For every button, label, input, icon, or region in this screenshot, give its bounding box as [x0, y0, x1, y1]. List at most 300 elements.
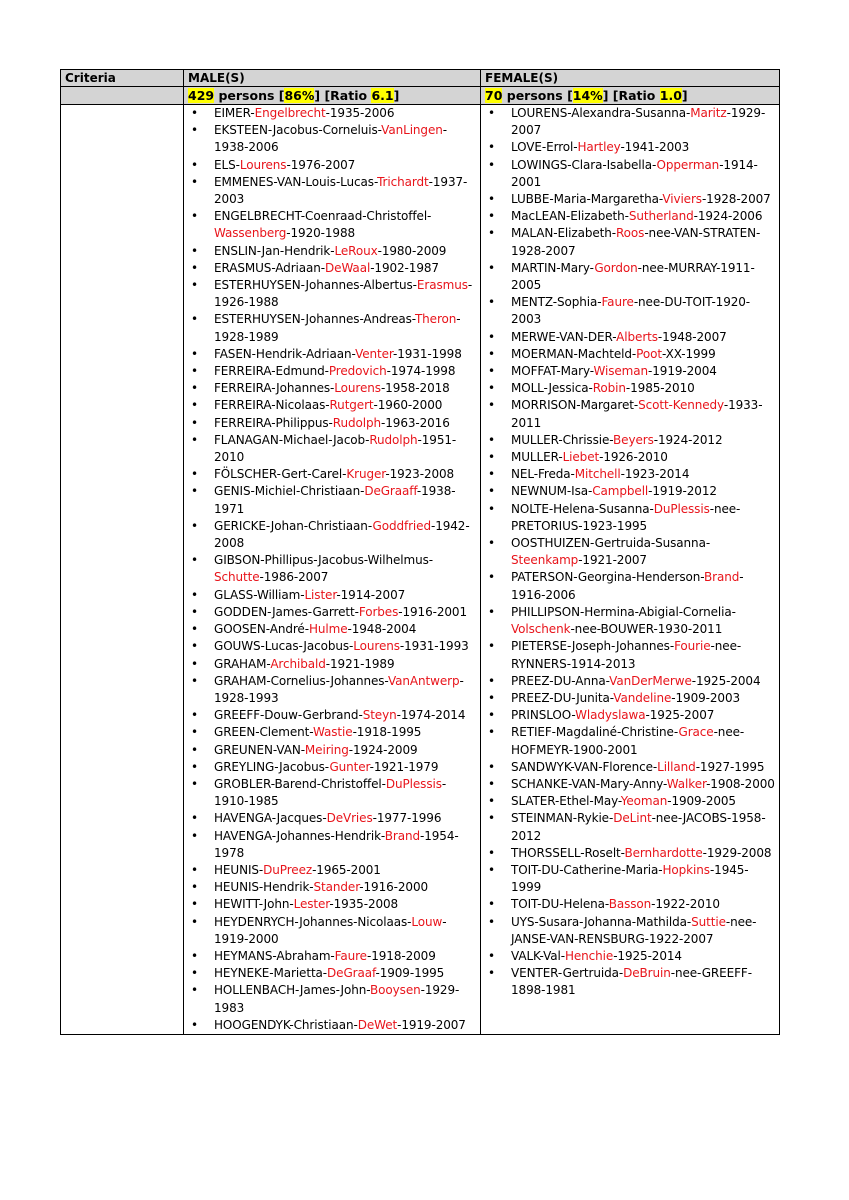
person-highlighted-surname: Walker [666, 776, 707, 791]
person-dates: -1933-2011 [511, 398, 763, 430]
person-highlighted-surname: Suttie [691, 914, 726, 929]
female-list-item [485, 105, 775, 139]
person-name-prefix: HEWITT-John- [214, 897, 294, 912]
person-name-prefix: MULLER-Chrissie- [511, 432, 614, 447]
person-name-prefix: LOURENS-Alexandra-Susanna- [511, 106, 691, 120]
person-highlighted-surname: Scott-Kennedy [638, 398, 724, 413]
person-highlighted-surname: Grace [678, 725, 714, 740]
male-list-item [188, 810, 476, 827]
male-list-item [188, 380, 476, 397]
criteria-table [60, 69, 780, 1035]
person-highlighted-surname: Gunter [329, 759, 370, 774]
female-names-cell [481, 105, 780, 1035]
female-list-item [485, 260, 775, 294]
person-name-prefix: VENTER-Gertruida- [511, 966, 624, 981]
person-dates: -1963-2016 [381, 415, 450, 430]
person-name-prefix: FASEN-Hendrik-Adriaan- [214, 346, 356, 361]
person-highlighted-surname: DuPlessis [385, 776, 442, 791]
person-dates: -1921-2007 [578, 553, 647, 568]
person-highlighted-surname: Kruger [346, 467, 386, 482]
person-highlighted-surname: Henchie [564, 948, 614, 963]
person-highlighted-surname: DeBruin [623, 966, 671, 981]
male-list-item [188, 277, 476, 311]
person-highlighted-surname: DeWet [357, 1017, 398, 1032]
person-dates: -1909-1995 [375, 966, 445, 981]
person-dates: -1928-1989 [214, 312, 461, 344]
male-list-item [188, 157, 476, 174]
female-ratio-label: ] [Ratio [602, 88, 660, 103]
person-highlighted-surname: Beyers [613, 432, 654, 447]
male-list-item [188, 466, 476, 483]
person-highlighted-surname: Fourie [674, 639, 711, 654]
person-highlighted-surname: Engelbrecht [254, 106, 326, 120]
female-list-item [485, 793, 775, 810]
person-dates: -1935-2006 [325, 106, 395, 120]
person-dates: -1931-1998 [392, 346, 462, 361]
person-name-prefix: HEYNEKE-Marietta- [214, 966, 328, 981]
person-highlighted-surname: VanDerMerwe [609, 673, 692, 688]
female-list-item [485, 673, 775, 690]
male-list-item [188, 982, 476, 1016]
person-dates: -1924-2012 [653, 432, 723, 447]
person-dates: -1937-2003 [214, 174, 468, 207]
male-names-list [188, 105, 476, 1034]
female-list-item [485, 896, 775, 913]
person-name-prefix: OOSTHUIZEN-Gertruida-Susanna- [511, 536, 711, 551]
male-list-item [188, 776, 476, 810]
person-name-prefix: MacLEAN-Elizabeth- [511, 209, 629, 224]
person-dates: -1954-1978 [214, 828, 459, 860]
female-list-item [485, 501, 775, 535]
female-persons-label: persons [ [502, 88, 573, 103]
person-highlighted-surname: VanAntwerp [387, 673, 460, 688]
person-dates: -1929-2007 [511, 106, 766, 138]
person-name-prefix: GOUWS-Lucas-Jacobus- [214, 639, 354, 654]
person-highlighted-surname: Forbes [358, 604, 399, 619]
female-list-item [485, 466, 775, 483]
male-count: 429 [188, 88, 215, 103]
person-dates: -1980-2009 [377, 243, 447, 258]
person-name-prefix: GODDEN-James-Garrett- [214, 604, 359, 619]
person-dates: -1918-1995 [352, 725, 422, 740]
person-highlighted-surname: Volschenk [511, 622, 571, 637]
female-list-item [485, 724, 775, 758]
male-list-item [188, 948, 476, 965]
person-dates: -nee-JACOBS-1958-2012 [511, 811, 766, 843]
person-dates: -1916-2001 [398, 604, 467, 619]
person-name-prefix: NEWNUM-Isa- [511, 484, 593, 499]
person-name-prefix: GLASS-William- [214, 587, 305, 602]
person-name-prefix: FERREIRA-Philippus- [214, 415, 333, 430]
person-highlighted-surname: Liebet [562, 450, 600, 465]
person-dates: -nee-BOUWER-1930-2011 [570, 622, 723, 637]
person-name-prefix: FERREIRA-Johannes- [214, 381, 335, 396]
female-list-item [485, 862, 775, 896]
person-dates: -1919-2007 [397, 1017, 466, 1032]
person-highlighted-surname: Hulme [308, 622, 348, 637]
female-list-item [485, 329, 775, 346]
male-list-item [188, 483, 476, 517]
person-highlighted-surname: Goddfried [372, 518, 431, 533]
person-highlighted-surname: Venter [355, 346, 393, 361]
male-list-item [188, 724, 476, 741]
female-list-item [485, 139, 775, 156]
person-name-prefix: FÖLSCHER-Gert-Carel- [214, 467, 347, 482]
person-dates: -1920-1988 [286, 226, 356, 241]
person-dates: -1928-1993 [214, 673, 464, 705]
person-name-prefix: HEYDENRYCH-Johannes-Nicolaas- [214, 914, 412, 929]
person-highlighted-surname: Rutgert [329, 398, 374, 413]
person-highlighted-surname: Steyn [362, 708, 397, 723]
person-highlighted-surname: Erasmus [416, 278, 468, 293]
person-highlighted-surname: Lester [293, 897, 330, 912]
female-list-item [485, 948, 775, 965]
criteria-cell [61, 105, 184, 1035]
male-persons-label: persons [ [214, 88, 285, 103]
male-list-item [188, 105, 476, 122]
male-list-item [188, 759, 476, 776]
female-list-item [485, 483, 775, 500]
person-name-prefix: GREEFF-Douw-Gerbrand- [214, 708, 363, 723]
person-name-prefix: PIETERSE-Joseph-Johannes- [511, 639, 675, 654]
person-dates: -1927-1995 [695, 759, 765, 774]
person-highlighted-surname: DeVries [326, 811, 373, 826]
female-list-item [485, 638, 775, 672]
person-highlighted-surname: Vandeline [613, 690, 672, 705]
male-list-item [188, 346, 476, 363]
person-name-prefix: LUBBE-Maria-Margaretha- [511, 192, 663, 207]
female-list-item [485, 965, 775, 999]
person-name-prefix: MARTIN-Mary- [511, 260, 595, 275]
person-dates: -1929-1983 [214, 983, 460, 1015]
person-dates: -nee-JANSE-VAN-RENSBURG-1922-2007 [511, 914, 757, 946]
person-dates: -nee-VAN-STRATEN-1928-2007 [511, 226, 761, 258]
person-dates: -1921-1989 [325, 656, 395, 671]
male-ratio-label: ] [Ratio [314, 88, 372, 103]
person-highlighted-surname: Poot [636, 346, 662, 361]
person-name-prefix: STEINMAN-Rykie- [511, 811, 614, 826]
female-list-item [485, 810, 775, 844]
person-highlighted-surname: Brand [704, 570, 740, 585]
person-dates: -1948-2004 [347, 622, 417, 637]
male-list-item [188, 707, 476, 724]
person-dates: -1929-2008 [702, 845, 772, 860]
person-dates: -nee-HOFMEYR-1900-2001 [511, 725, 745, 757]
person-name-prefix: RETIEF-Magdaliné-Christine- [511, 725, 679, 740]
person-name-prefix: EMMENES-VAN-Louis-Lucas- [214, 174, 378, 189]
male-list-item [188, 879, 476, 896]
person-dates: -nee-GREEFF-1898-1981 [511, 966, 752, 998]
person-name-prefix: MERWE-VAN-DER- [511, 329, 617, 344]
person-dates: -1926-2010 [599, 450, 668, 465]
female-ratio: 1.0 [659, 88, 682, 103]
person-dates: -nee-MURRAY-1911-2005 [511, 260, 755, 293]
male-list-item [188, 260, 476, 277]
person-highlighted-surname: Schutte [214, 570, 260, 585]
person-dates: -1910-1985 [214, 776, 447, 809]
person-name-prefix: MOLL-Jessica- [511, 381, 593, 396]
person-highlighted-surname: Viviers [662, 192, 702, 207]
person-dates: -1951-2010 [214, 432, 457, 465]
person-highlighted-surname: Bernhardotte [624, 845, 703, 860]
person-highlighted-surname: Mitchell [574, 467, 621, 482]
person-dates: -1925-2004 [691, 673, 761, 688]
person-name-prefix: GIBSON-Phillipus-Jacobus-Wilhelmus- [214, 553, 433, 568]
male-list-item [188, 552, 476, 586]
person-dates: -1908-2000 [706, 776, 775, 791]
person-highlighted-surname: Hopkins [662, 862, 710, 877]
person-dates: -1923-2014 [620, 467, 690, 482]
person-name-prefix: SLATER-Ethel-May- [511, 794, 621, 809]
person-dates: -1938-2006 [214, 123, 447, 155]
male-list-item [188, 397, 476, 414]
person-dates: -1925-2014 [613, 948, 682, 963]
person-highlighted-surname: Wiseman [593, 364, 649, 379]
female-list-item [485, 208, 775, 225]
person-highlighted-surname: Louw [411, 914, 443, 929]
person-dates: -1974-1998 [386, 364, 456, 379]
male-names-cell [184, 105, 481, 1035]
person-highlighted-surname: Trichardt [377, 174, 429, 189]
male-list-item [188, 122, 476, 156]
person-name-prefix: UYS-Susara-Johanna-Mathilda- [511, 914, 692, 929]
male-list-item [188, 415, 476, 432]
male-list-item [188, 828, 476, 862]
male-header: MALE(S) [184, 70, 481, 87]
person-highlighted-surname: Faure [334, 948, 367, 963]
person-name-prefix: GROBLER-Barend-Christoffel- [214, 776, 386, 791]
person-highlighted-surname: Robin [592, 381, 626, 396]
male-list-item [188, 965, 476, 982]
person-highlighted-surname: Brand [384, 828, 420, 843]
person-highlighted-surname: Roos [615, 226, 645, 241]
male-list-item [188, 896, 476, 913]
person-name-prefix: MOFFAT-Mary- [511, 364, 594, 379]
person-name-prefix: PHILLIPSON-Hermina-Abigial-Cornelia- [511, 604, 736, 619]
person-highlighted-surname: LeRoux [334, 243, 378, 258]
female-list-item [485, 845, 775, 862]
person-name-prefix: GREUNEN-VAN- [214, 742, 305, 757]
female-list-item [485, 535, 775, 569]
person-name-prefix: FLANAGAN-Michael-Jacob- [214, 432, 370, 447]
female-list-item [485, 707, 775, 724]
person-name-prefix: ELS- [214, 157, 240, 172]
male-list-item [188, 587, 476, 604]
male-list-item [188, 363, 476, 380]
person-highlighted-surname: Alberts [616, 329, 658, 344]
person-dates: -1942-2008 [214, 518, 470, 551]
person-dates: -1916-2006 [511, 570, 744, 602]
person-dates: -1919-2004 [648, 364, 717, 379]
person-name-prefix: ENSLIN-Jan-Hendrik- [214, 243, 335, 258]
person-dates: -1909-2005 [667, 794, 736, 809]
female-list-item [485, 776, 775, 793]
male-list-item [188, 914, 476, 948]
person-highlighted-surname: DeGraaf [327, 966, 376, 981]
person-dates: -1916-2000 [359, 880, 429, 895]
header-row [61, 70, 780, 87]
person-name-prefix: HEUNIS- [214, 862, 264, 877]
male-list-item [188, 432, 476, 466]
female-list-item [485, 449, 775, 466]
person-dates: -1923-2008 [385, 467, 455, 482]
person-name-prefix: MALAN-Elizabeth- [511, 226, 616, 241]
person-name-prefix: ESTERHUYSEN-Johannes-Andreas- [214, 312, 415, 327]
female-list-item [485, 569, 775, 603]
person-highlighted-surname: Booysen [370, 983, 421, 998]
stats-row [61, 87, 780, 105]
person-dates: -nee-PRETORIUS-1923-1995 [511, 501, 741, 533]
person-name-prefix: GENIS-Michiel-Christiaan- [214, 484, 365, 499]
person-highlighted-surname: Theron [414, 312, 457, 327]
person-dates: -1986-2007 [259, 570, 329, 585]
person-name-prefix: GREYLING-Jacobus- [214, 759, 330, 774]
person-dates: -1960-2000 [373, 398, 443, 413]
person-name-prefix: MENTZ-Sophia- [511, 295, 602, 310]
person-name-prefix: EKSTEEN-Jacobus-Corneluis- [214, 123, 382, 138]
male-list-item [188, 673, 476, 707]
person-name-prefix: PREEZ-DU-Anna- [511, 673, 610, 688]
person-dates: -1925-2007 [645, 708, 715, 723]
person-name-prefix: ENGELBRECHT-Coenraad-Christoffel- [214, 209, 431, 224]
person-highlighted-surname: Campbell [592, 484, 649, 499]
person-name-prefix: HOOGENDYK-Christiaan- [214, 1017, 358, 1032]
person-name-prefix: GRAHAM- [214, 656, 271, 671]
male-list-item [188, 656, 476, 673]
female-list-item [485, 380, 775, 397]
female-list-item [485, 432, 775, 449]
stats-criteria-cell [61, 87, 184, 105]
person-highlighted-surname: Yeoman [620, 794, 668, 809]
female-list-item [485, 363, 775, 380]
person-dates: -1938-1971 [214, 484, 456, 516]
male-percent: 86% [284, 88, 315, 103]
person-name-prefix: TOIT-DU-Catherine-Maria- [511, 862, 663, 877]
female-list-item [485, 225, 775, 259]
person-highlighted-surname: Predovich [328, 364, 387, 379]
person-highlighted-surname: Archibald [270, 656, 326, 671]
person-name-prefix: GOOSEN-André- [214, 622, 309, 637]
person-highlighted-surname: VanLingen [381, 123, 443, 138]
person-highlighted-surname: Wassenberg [214, 226, 287, 241]
person-name-prefix: HAVENGA-Jacques- [214, 811, 327, 826]
male-list-item [188, 311, 476, 345]
male-list-item [188, 638, 476, 655]
male-ratio: 6.1 [371, 88, 394, 103]
person-highlighted-surname: Wladyslawa [575, 708, 646, 723]
male-list-item [188, 243, 476, 260]
person-name-prefix: VALK-Val- [511, 948, 565, 963]
person-dates: -1977-1996 [372, 811, 442, 826]
person-name-prefix: GERICKE-Johan-Christiaan- [214, 518, 373, 533]
female-list-item [485, 191, 775, 208]
person-dates: -1935-2008 [329, 897, 399, 912]
person-name-prefix: PRINSLOO- [511, 708, 576, 723]
person-dates: -1922-2010 [651, 897, 720, 912]
person-highlighted-surname: Stander [313, 880, 360, 895]
person-dates: -nee-DU-TOIT-1920-2003 [511, 295, 751, 327]
female-list-item [485, 346, 775, 363]
person-highlighted-surname: Maritz [690, 106, 727, 120]
person-dates: -1919-2012 [648, 484, 717, 499]
female-list-item [485, 294, 775, 328]
person-name-prefix: FERREIRA-Nicolaas- [214, 398, 330, 413]
person-dates: -1924-2009 [348, 742, 418, 757]
person-highlighted-surname: DuPreez [263, 862, 313, 877]
male-list-item [188, 518, 476, 552]
person-name-prefix: HAVENGA-Johannes-Hendrik- [214, 828, 385, 843]
person-name-prefix: SANDWYK-VAN-Florence- [511, 759, 658, 774]
female-percent: 14% [572, 88, 603, 103]
person-highlighted-surname: Wastie [313, 725, 353, 740]
person-name-prefix: THORSSELL-Roselt- [511, 845, 625, 860]
person-highlighted-surname: Rudolph [369, 432, 418, 447]
person-highlighted-surname: Lourens [334, 381, 381, 396]
person-dates: -1958-2018 [380, 381, 450, 396]
person-name-prefix: PATERSON-Georgina-Henderson- [511, 570, 705, 585]
person-name-prefix: NEL-Freda- [511, 467, 575, 482]
male-stats-end: ] [393, 88, 400, 103]
male-list-item [188, 174, 476, 208]
person-dates: -1919-2000 [214, 914, 447, 946]
person-highlighted-surname: Lourens [353, 639, 400, 654]
person-dates: -1945-1999 [511, 862, 749, 895]
person-name-prefix: MORRISON-Margaret- [511, 398, 639, 413]
person-highlighted-surname: Lourens [239, 157, 287, 172]
female-list-item [485, 914, 775, 948]
person-highlighted-surname: DeWaal [325, 260, 371, 275]
male-list-item [188, 862, 476, 879]
female-stats [481, 87, 780, 105]
female-stats-end: ] [681, 88, 688, 103]
person-name-prefix: NOLTE-Helena-Susanna- [511, 501, 654, 516]
person-dates: -nee-RYNNERS-1914-2013 [511, 639, 742, 671]
person-name-prefix: PREEZ-DU-Junita- [511, 690, 614, 705]
person-dates: -1928-2007 [701, 192, 771, 207]
person-dates: -1909-2003 [671, 690, 741, 705]
person-dates: -1948-2007 [657, 329, 727, 344]
female-names-list [485, 105, 775, 1000]
person-name-prefix: MULLER- [511, 450, 563, 465]
person-highlighted-surname: Faure [601, 295, 634, 310]
criteria-header: Criteria [61, 70, 184, 87]
person-name-prefix: SCHANKE-VAN-Mary-Anny- [511, 776, 667, 791]
person-highlighted-surname: Gordon [594, 260, 638, 275]
person-highlighted-surname: DuPlessis [653, 501, 710, 516]
person-dates: -1976-2007 [286, 157, 356, 172]
person-highlighted-surname: Lister [304, 587, 337, 602]
person-dates: -1941-2003 [620, 140, 690, 155]
male-list-item [188, 1017, 476, 1034]
person-highlighted-surname: Opperman [656, 157, 720, 172]
person-name-prefix: GRAHAM-Cornelius-Johannes- [214, 673, 388, 688]
person-name-prefix: LOWINGS-Clara-Isabella- [511, 157, 657, 172]
person-dates: -1902-1987 [370, 260, 439, 275]
person-dates: -1921-1979 [369, 759, 439, 774]
person-dates: -1985-2010 [625, 381, 695, 396]
names-row [61, 105, 780, 1035]
person-highlighted-surname: Sutherland [628, 209, 694, 224]
person-name-prefix: TOIT-DU-Helena- [511, 897, 609, 912]
person-name-prefix: FERREIRA-Edmund- [214, 364, 329, 379]
person-name-prefix: ERASMUS-Adriaan- [214, 260, 326, 275]
person-name-prefix: GREEN-Clement- [214, 725, 314, 740]
male-list-item [188, 742, 476, 759]
person-highlighted-surname: Lilland [657, 759, 696, 774]
person-dates: -1924-2006 [693, 209, 763, 224]
person-highlighted-surname: Meiring [304, 742, 349, 757]
person-name-prefix: HOLLENBACH-James-John- [214, 983, 371, 998]
